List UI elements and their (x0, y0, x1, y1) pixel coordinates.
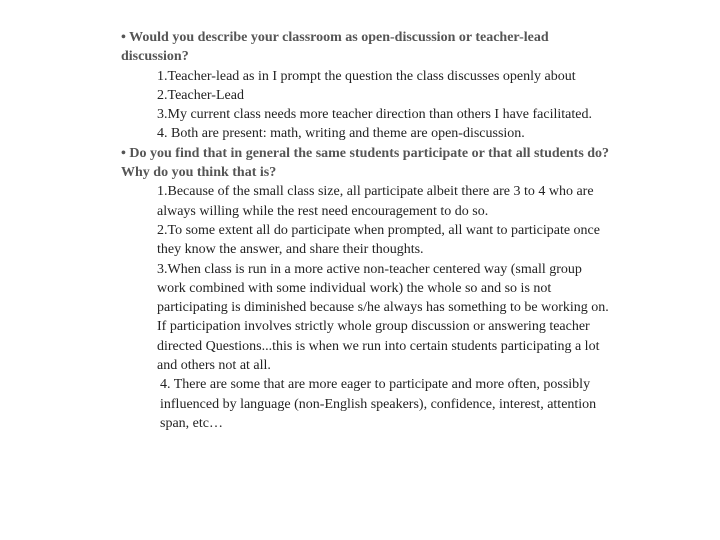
answer-1-1: 1.Teacher-lead as in I prompt the question the class discusses openly about (157, 68, 576, 84)
answer-2-4: 4. There are some that are more eager to participate and more often, possibly influenced by language (non-English speakers), confidence, interest, attention span, etc… (160, 377, 597, 431)
answer-2-3: 3.When class is run in a more active non-teacher centered way (small group work combined with some individual work) the whole so and so is not participating is diminished because s/he always has something to be working on. If participation involves strictly whole group discussion or answering teacher directed Questions...this is when we run into certain students participating a lot and others not at all. (157, 261, 609, 374)
question-2-text: Do you find that in general the same students participate or that all students do? Why do you think that is? (121, 145, 610, 181)
question-1 (121, 28, 611, 67)
answer-1-3: 3.My current class needs more teacher direction than others I have facilitated. (157, 107, 592, 123)
answer-2-1: 1.Because of the small class size, all participate albeit there are 3 to 4 who are always willing while the rest need encouragement to do so. (157, 184, 594, 219)
question-1-text: Would you describe your classroom as open-discussion or teacher-lead discussion? (121, 30, 549, 65)
bullet-icon: • (121, 30, 126, 45)
answer-1-2: 2.Teacher-Lead (157, 87, 244, 103)
answer-1-4: 4. Both are present: math, writing and theme are open-discussion. (157, 126, 525, 142)
slide-content (121, 28, 611, 433)
question-2 (121, 144, 611, 183)
answer-2-2: 2.To some extent all do participate when prompted, all want to participate once they know the answer, and share their thoughts. (157, 222, 600, 258)
bullet-icon: • (121, 145, 126, 161)
